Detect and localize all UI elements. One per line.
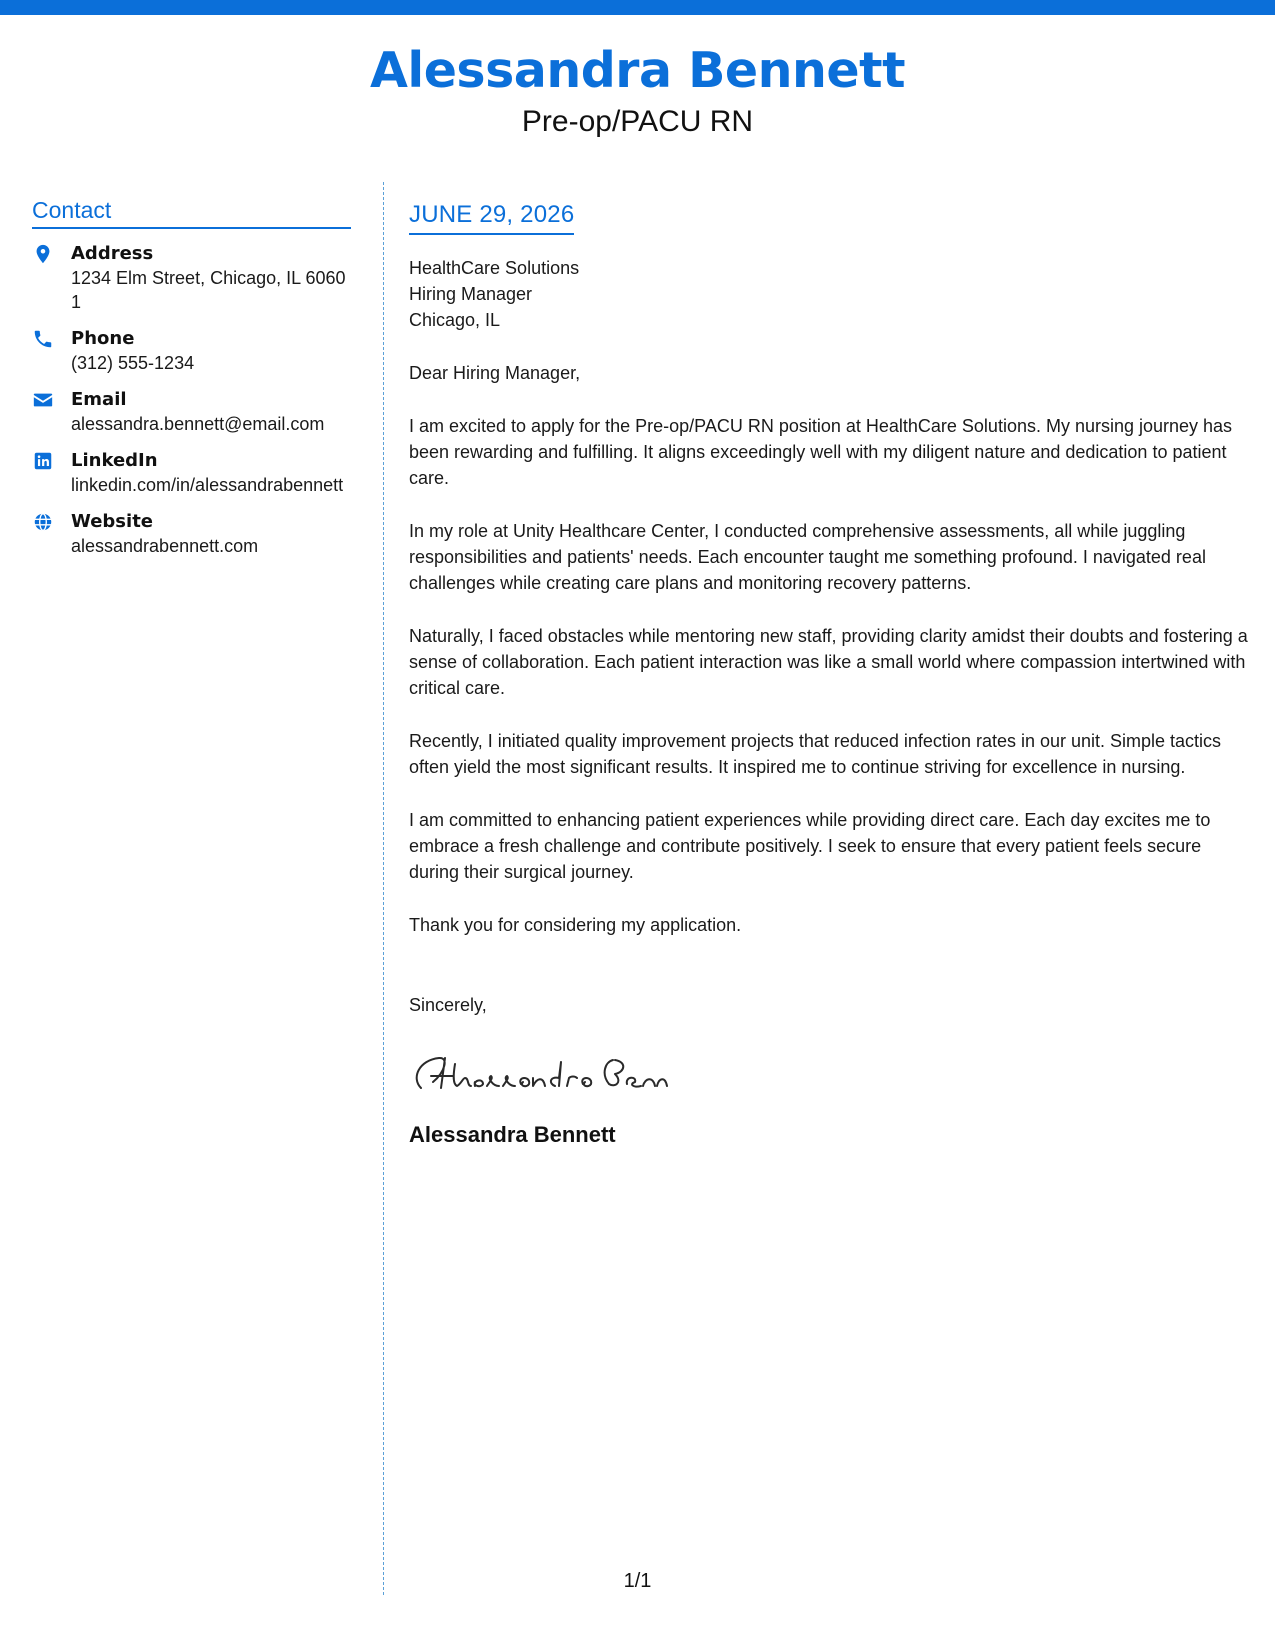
contact-linkedin — [32, 448, 351, 497]
recipient-block — [409, 255, 1254, 333]
contact-sidebar — [32, 195, 351, 570]
contact-list — [32, 241, 351, 558]
thank-you-line: Thank you for considering my application. — [409, 915, 742, 935]
linkedin-value[interactable]: linkedin.com/in/alessandrabennett — [71, 475, 344, 495]
top-accent-bar — [0, 0, 1275, 15]
phone-value[interactable]: (312) 555-1234 — [71, 353, 195, 373]
paragraph: Recently, I initiated quality improvement projects that reduced infection rates in our unit. Simple tactics often yield the most significant results. It inspired me to continue striving for excellence in nursing. — [409, 731, 1222, 777]
closing: Sincerely, — [409, 995, 487, 1015]
envelope-icon — [32, 389, 54, 411]
recipient-title: Hiring Manager — [409, 284, 533, 304]
paragraph: I am committed to enhancing patient experiences while providing direct care. Each day excites me to embrace a fresh challenge and contribute positively. I seek to ensure that every patient feels secure during their surgical journey. — [409, 810, 1211, 882]
contact-section-title: Contact — [32, 195, 351, 229]
letter-body — [409, 198, 1254, 1149]
contact-address — [32, 241, 351, 314]
paragraph: I am excited to apply for the Pre-op/PACU RN position at HealthCare Solutions. My nursing journey has been rewarding and fulfilling. It aligns exceedingly well with my diligent nature and dedication to patient care. — [409, 416, 1233, 488]
paragraph: In my role at Unity Healthcare Center, I conducted comprehensive assessments, all while juggling responsibilities and patients' needs. Each encounter taught me something profound. I navigated real challenges while creating care plans and monitoring recovery patterns. — [409, 521, 1206, 593]
email-value[interactable]: alessandra.bennett@email.com — [71, 414, 325, 434]
contact-label: LinkedIn — [71, 450, 158, 471]
salutation: Dear Hiring Manager, — [409, 363, 581, 383]
contact-label: Address — [71, 243, 154, 264]
recipient-location: Chicago, IL — [409, 310, 501, 330]
contact-label: Website — [71, 511, 154, 532]
column-divider — [383, 182, 384, 1595]
website-value[interactable]: alessandrabennett.com — [71, 536, 259, 556]
handwritten-signature — [409, 1048, 1254, 1098]
location-pin-icon — [32, 243, 54, 265]
header — [0, 40, 1275, 142]
contact-label: Phone — [71, 328, 135, 349]
contact-website — [32, 509, 351, 558]
job-title: Pre-op/PACU RN — [521, 105, 754, 138]
contact-label: Email — [71, 389, 127, 410]
signer-name: Alessandra Bennett — [409, 1122, 616, 1147]
page-number: 1/1 — [623, 1570, 652, 1592]
address-value: 1234 Elm Street, Chicago, IL 60601 — [71, 268, 346, 312]
letter-date: JUNE 29, 2026 — [409, 198, 574, 235]
phone-icon — [32, 328, 54, 350]
globe-icon — [32, 511, 54, 533]
candidate-name: Alessandra Bennett — [369, 42, 906, 99]
recipient-company: HealthCare Solutions — [409, 258, 580, 278]
contact-email — [32, 387, 351, 436]
paragraph: Naturally, I faced obstacles while mentoring new staff, providing clarity amidst their doubts and fostering a sense of collaboration. Each patient interaction was like a small world where compassion intertwined with critical care. — [409, 626, 1248, 698]
linkedin-icon — [32, 450, 54, 472]
signature-graphic — [409, 1048, 669, 1098]
contact-phone — [32, 326, 351, 375]
